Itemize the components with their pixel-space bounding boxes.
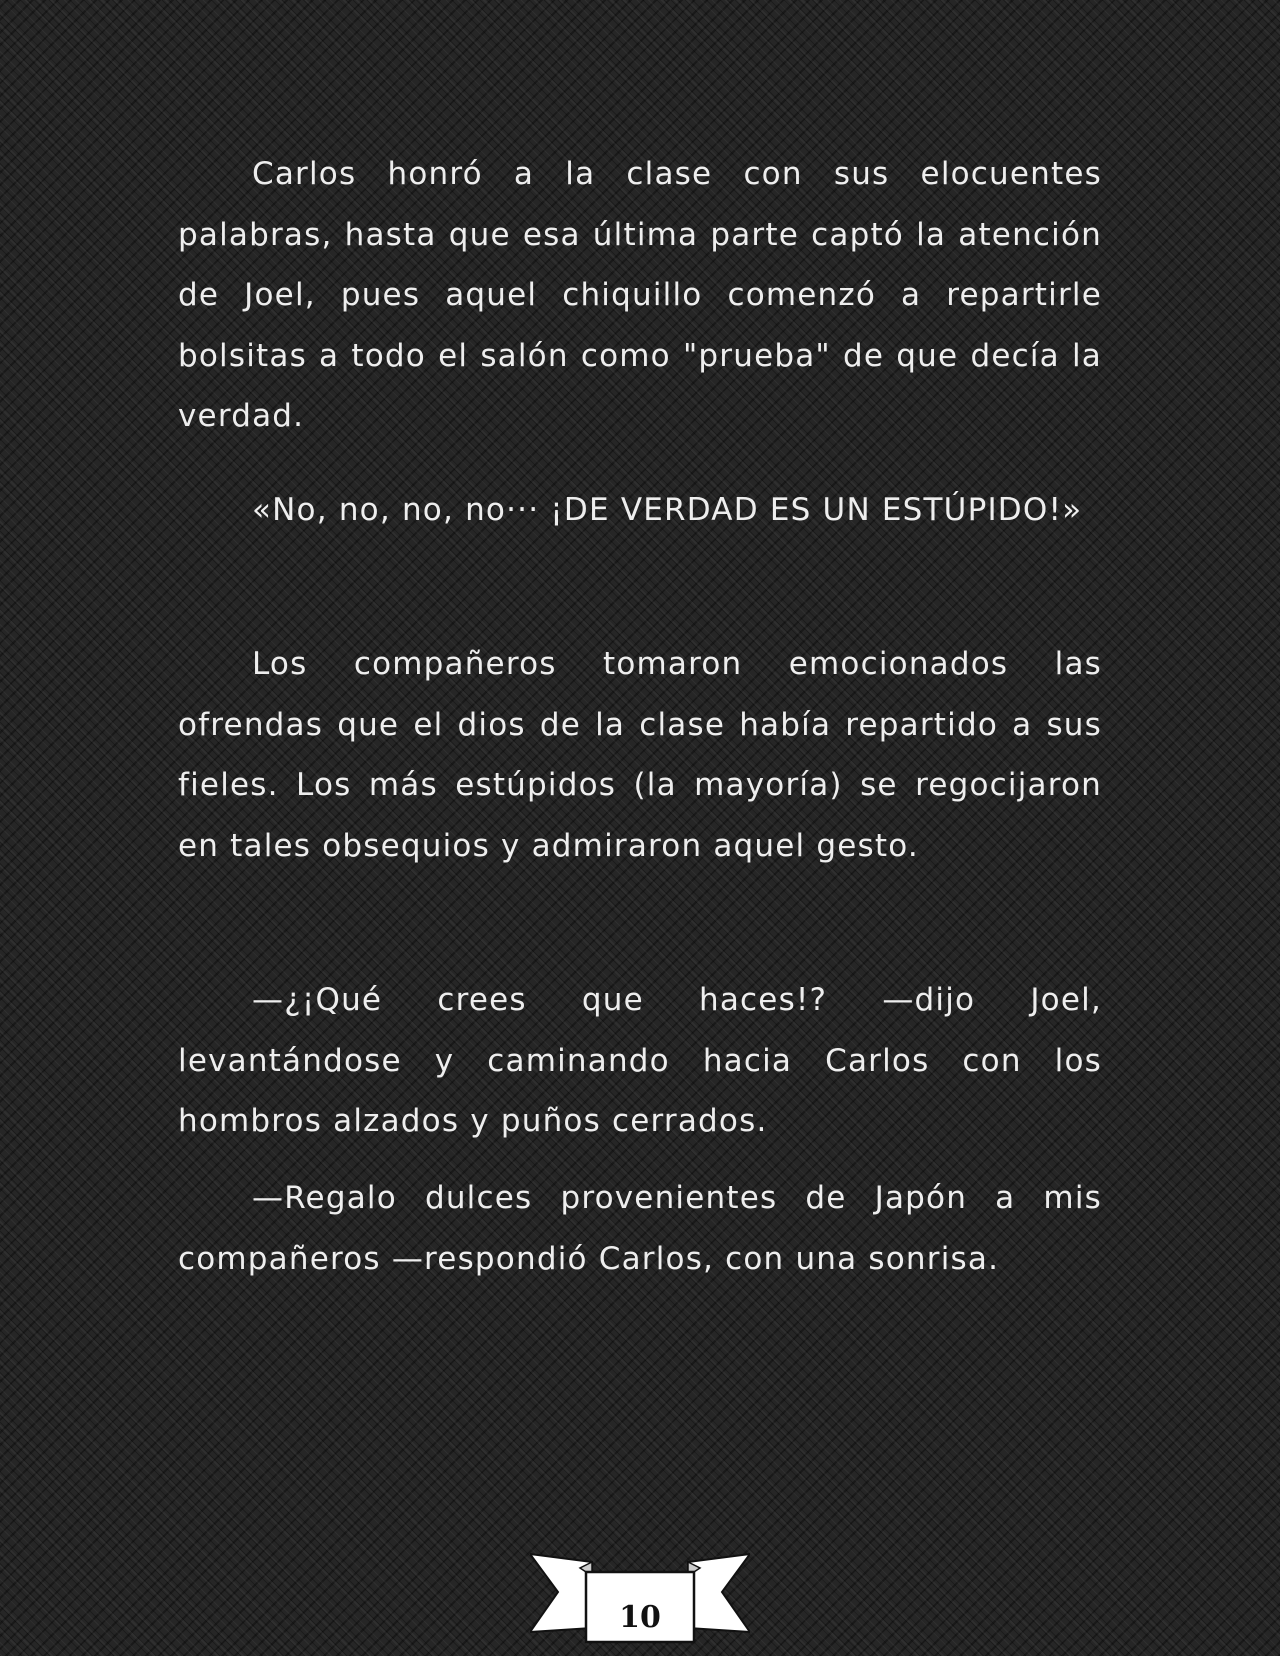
paragraph-4-dialogue: —¿¡Qué crees que haces!? —dijo Joel, levantándose y caminando hacia Carlos con los hombros alzados y puños cerrados. bbox=[178, 982, 1102, 1139]
page-number-banner bbox=[530, 1548, 750, 1648]
paragraph-2-thought: «No, no, no, no··· ¡DE VERDAD ES UN ESTÚPIDO!» bbox=[252, 492, 1083, 528]
paragraph-5-dialogue: —Regalo dulces provenientes de Japón a mis compañeros —respondió Carlos, con una sonrisa. bbox=[178, 1180, 1102, 1277]
paragraph-1: Carlos honró a la clase con sus elocuentes palabras, hasta que esa última parte captó la atención de Joel, pues aquel chiquillo comenzó a repartirle bolsitas a todo el salón como "prueba" de que decía la verdad. bbox=[178, 156, 1102, 434]
page-number: 10 bbox=[619, 1600, 661, 1635]
paragraph-3: Los compañeros tomaron emocionados las ofrendas que el dios de la clase había repartido a sus fieles. Los más estúpidos (la mayoría) se regocijaron en tales obsequios y admiraron aquel gesto. bbox=[178, 646, 1102, 864]
